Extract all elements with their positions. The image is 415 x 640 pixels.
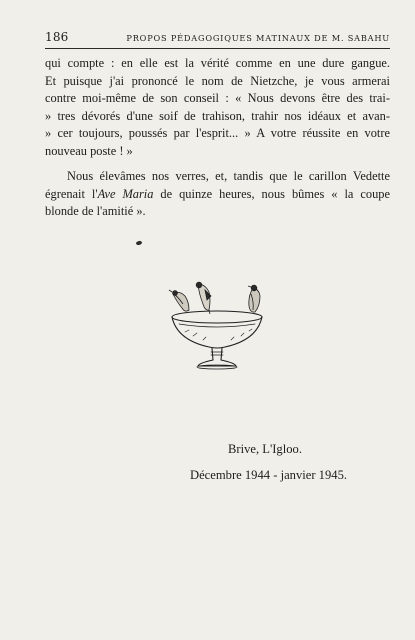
bird-left-shape: [169, 290, 189, 311]
coupe-with-birds-illustration: [165, 280, 270, 375]
paragraph-1-line: » tres dévorés d'une soif de trahison, trahir nos idéaux et avan-: [45, 108, 390, 123]
paragraph-1: [45, 55, 390, 160]
paragraph-2: [45, 168, 390, 221]
bird-right-shape: [248, 285, 260, 312]
closing-place: Brive, L'Igloo.: [228, 442, 302, 456]
paragraph-1-line: contre moi-même de son conseil : « Nous devons être des trai-: [45, 91, 390, 105]
running-head: PROPOS PÉDAGOGIQUES MATINAUX DE M. SABAHU: [126, 33, 390, 43]
paragraph-1-line: » cer toujours, poussés par l'esprit... » A votre réussite en votre: [45, 126, 390, 140]
bird-middle-shape: [196, 282, 211, 314]
ink-spot: [136, 240, 143, 245]
paragraph-1-line: nouveau poste ! »: [45, 143, 133, 158]
paragraph-2-line: Nous élevâmes nos verres, et, tandis que le carillon Vedette: [67, 169, 390, 183]
paragraph-2-line: [45, 186, 390, 204]
text-run: égrenait l': [45, 186, 98, 201]
page-number: 186: [45, 30, 69, 44]
body-text: [45, 55, 390, 221]
paragraph-1-line: qui compte : en elle est la vérité comme en une dure gangue.: [45, 56, 390, 70]
stem-shape: [212, 348, 222, 360]
ave-maria-title: Ave Maria: [97, 186, 154, 201]
text-run: de quinze heures, nous bûmes « la coupe: [153, 186, 390, 201]
page-header: [45, 30, 390, 49]
bowl-rim-shape: [172, 311, 262, 323]
paragraph-1-line: Et puisque j'ai prononcé le nom de Nietzche, je vous armerai: [45, 73, 390, 88]
closing-dates: Décembre 1944 - janvier 1945.: [190, 468, 348, 482]
paragraph-2-line: blonde de l'amitié ».: [45, 204, 146, 218]
